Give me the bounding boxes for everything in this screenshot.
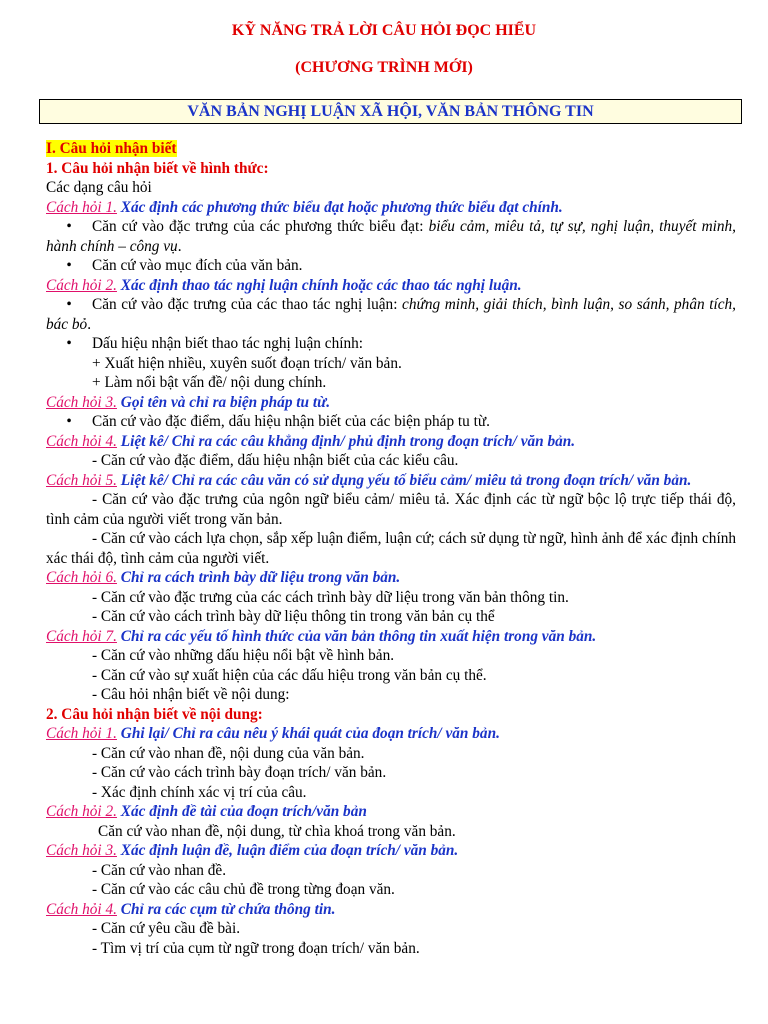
bullet-icon: •: [66, 218, 72, 235]
question-text: Liệt kê/ Chỉ ra các câu khẳng định/ phủ định trong đoạn trích/ văn bản.: [120, 432, 576, 450]
question-text: Xác định đề tài của đoạn trích/văn bản: [120, 803, 367, 820]
question-text: Chỉ ra cách trình bày dữ liệu trong văn bản.: [120, 569, 401, 586]
question-label: Cách hỏi 1.: [46, 198, 117, 216]
dash-item: - Căn cứ vào cách lựa chọn, sắp xếp luận điểm, luận cứ; cách sử dụng từ ngữ, hình ảnh để xác định chính xác thái độ, tình cảm của người viết.: [46, 530, 736, 567]
subsection-heading: 1. Câu hỏi nhận biết về hình thức:: [46, 159, 269, 177]
bullet-icon: •: [66, 296, 72, 313]
dash-item: - Căn cứ vào nhan đề, nội dung của văn bản.: [92, 744, 365, 762]
question-label: Cách hỏi 4.: [46, 900, 117, 918]
dash-item: - Tìm vị trí của cụm từ ngữ trong đoạn trích/ văn bản.: [92, 939, 420, 957]
question-text: Xác định luận đề, luận điểm của đoạn trích/ văn bản.: [120, 842, 459, 859]
document-body: [46, 139, 736, 958]
question-line: [46, 393, 736, 413]
question-line: [46, 432, 736, 452]
subsection-heading: 2. Câu hỏi nhận biết về nội dung:: [46, 705, 263, 723]
question-label: Cách hỏi 6.: [46, 569, 117, 586]
bullet-icon: •: [66, 413, 72, 430]
question-line: [46, 900, 736, 920]
question-text: Xác định thao tác nghị luận chính hoặc các thao tác nghị luận.: [120, 276, 522, 294]
dash-item: - Căn cứ vào đặc trưng của ngôn ngữ biểu cảm/ miêu tả. Xác định các từ ngữ bộc lộ trực tiếp thái độ, tình cảm của người viết trong văn bản.: [46, 491, 736, 528]
dash-item: - Căn cứ vào những dấu hiệu nổi bật về hình bản.: [92, 647, 395, 664]
question-text: Chỉ ra các cụm từ chứa thông tin.: [120, 900, 336, 918]
question-text: Liệt kê/ Chỉ ra các câu văn có sử dụng yếu tố biểu cảm/ miêu tả trong đoạn trích/ văn bản.: [120, 471, 692, 489]
bullet-text: Dấu hiệu nhận biết thao tác nghị luận chính:: [92, 335, 364, 352]
question-line: [46, 471, 736, 491]
question-line: [46, 627, 736, 647]
section-box-title: VĂN BẢN NGHỊ LUẬN XÃ HỘI, VĂN BẢN THÔNG TIN: [39, 99, 742, 124]
question-line: [46, 802, 736, 822]
plus-item: + Xuất hiện nhiều, xuyên suốt đoạn trích/ văn bản.: [92, 354, 402, 372]
bullet-item: [46, 412, 736, 432]
bullet-text: Căn cứ vào đặc điểm, dấu hiệu nhận biết của các biện pháp tu từ.: [92, 413, 491, 430]
dash-item: - Câu hỏi nhận biết về nội dung:: [92, 686, 290, 703]
question-label: Cách hỏi 3.: [46, 393, 117, 411]
bullet-icon: •: [66, 335, 72, 352]
bullet-italic: biểu cảm, miêu tả, tự sự, nghị luận, thuyết minh, hành chính – công vụ: [46, 218, 737, 255]
question-text: Gọi tên và chỉ ra biện pháp tu từ.: [120, 393, 331, 411]
section-heading: I. Câu hỏi nhận biết: [46, 140, 177, 157]
dash-item: Căn cứ vào nhan đề, nội dung, từ chìa khoá trong văn bản.: [98, 822, 456, 840]
bullet-italic: chứng minh, giải thích, bình luận, so sánh, phân tích, bác bỏ: [46, 296, 736, 333]
question-line: [46, 841, 736, 861]
bullet-item: • Căn cứ vào đặc trưng của các thao tác nghị luận: chứng minh, giải thích, bình luận, so sánh, phân tích, bác bỏ.: [46, 296, 736, 333]
document-subtitle: (CHƯƠNG TRÌNH MỚI): [295, 59, 473, 76]
bullet-item: [46, 256, 736, 276]
dash-item: - Căn cứ vào đặc trưng của các cách trình bày dữ liệu trong văn bản thông tin.: [92, 588, 569, 606]
dash-item: - Căn cứ vào các câu chủ đề trong từng đoạn văn.: [92, 881, 395, 898]
question-text: Chỉ ra các yếu tố hình thức của văn bản thông tin xuất hiện trong văn bản.: [120, 627, 597, 645]
question-label: Cách hỏi 3.: [46, 842, 117, 859]
bullet-item: [46, 334, 736, 354]
question-text: Xác định các phương thức biểu đạt hoặc phương thức biểu đạt chính.: [120, 198, 563, 216]
question-line: [46, 724, 736, 744]
question-line: [46, 198, 736, 218]
bullet-text: Căn cứ vào mục đích của văn bản.: [92, 257, 303, 274]
question-label: Cách hỏi 7.: [46, 627, 117, 645]
bullet-item: • Căn cứ vào đặc trưng của các phương thức biểu đạt: biểu cảm, miêu tả, tự sự, nghị luận, thuyết minh, hành chính – công vụ.: [46, 218, 737, 255]
dash-item: - Căn cứ vào sự xuất hiện của các dấu hiệu trong văn bản cụ thể.: [92, 666, 487, 684]
dash-item: - Căn cứ vào nhan đề.: [92, 861, 227, 879]
question-line: [46, 276, 736, 296]
bullet-icon: •: [66, 257, 72, 274]
bullet-text: Căn cứ vào đặc trưng của các thao tác nghị luận:: [92, 296, 398, 313]
document-title: KỸ NĂNG TRẢ LỜI CÂU HỎI ĐỌC HIỂU: [231, 22, 537, 39]
dash-item: - Căn cứ vào cách trình bày đoạn trích/ văn bản.: [92, 764, 387, 781]
dash-item: - Căn cứ vào cách trình bày dữ liệu thông tin trong văn bản cụ thể: [92, 608, 495, 625]
question-line: [46, 568, 736, 588]
plus-item: + Làm nổi bật vấn đề/ nội dung chính.: [92, 374, 327, 391]
question-label: Cách hỏi 2.: [46, 803, 117, 820]
question-label: Cách hỏi 5.: [46, 471, 117, 489]
dash-item: - Căn cứ vào đặc điểm, dấu hiệu nhận biết của các kiểu câu.: [92, 452, 459, 469]
bullet-text: Căn cứ vào đặc trưng của các phương thức biểu đạt:: [92, 218, 424, 235]
question-label: Cách hỏi 1.: [46, 725, 117, 742]
intro-text: Các dạng câu hỏi: [46, 179, 152, 196]
question-label: Cách hỏi 4.: [46, 432, 117, 450]
dash-item: - Căn cứ yêu cầu đề bài.: [92, 920, 241, 937]
question-text: Ghi lại/ Chỉ ra câu nêu ý khái quát của đoạn trích/ văn bản.: [120, 725, 500, 742]
question-label: Cách hỏi 2.: [46, 276, 117, 294]
dash-item: - Xác định chính xác vị trí của câu.: [92, 783, 307, 801]
